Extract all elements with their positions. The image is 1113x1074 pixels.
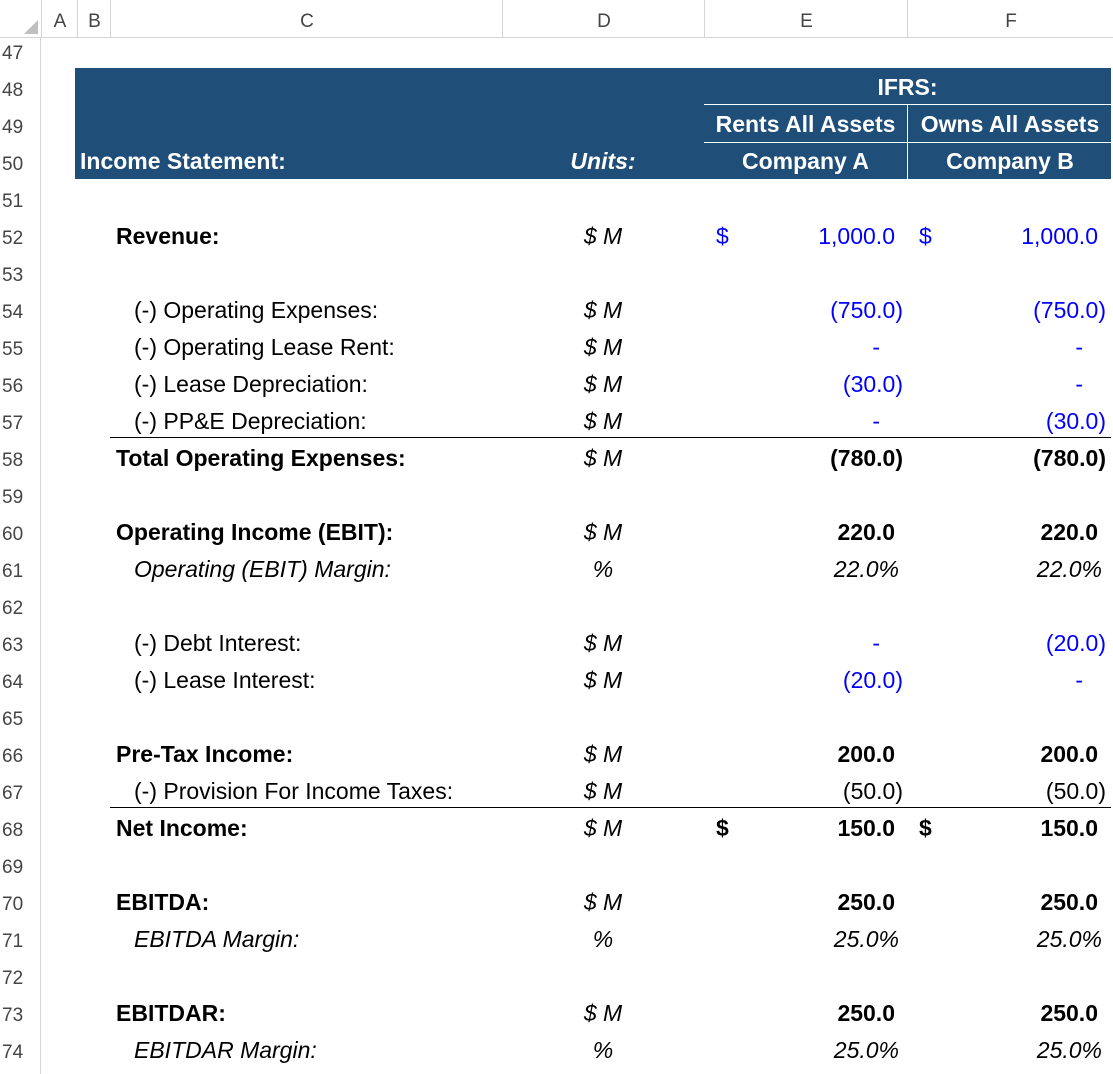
revenue-b-currency: $ xyxy=(919,223,932,249)
ebitda-margin-a-value[interactable]: 25.0% xyxy=(833,926,899,952)
ebitda-a-value[interactable]: 250.0 xyxy=(837,889,895,915)
revenue-b-value[interactable]: 1,000.0 xyxy=(1021,223,1098,249)
row-header[interactable]: 56 xyxy=(2,376,24,397)
row-header[interactable]: 66 xyxy=(2,746,24,767)
ifrs-heading: IFRS: xyxy=(877,74,938,100)
operating-lease-rent-a-value[interactable]: - xyxy=(872,334,880,360)
income-taxes-units: $ M xyxy=(583,778,623,804)
ebitdar-units: $ M xyxy=(583,1000,623,1026)
lease-interest-label: (-) Lease Interest: xyxy=(134,667,316,693)
revenue-a-value[interactable]: 1,000.0 xyxy=(818,223,895,249)
ebit-margin-b-value[interactable]: 22.0% xyxy=(1036,556,1102,582)
column-header-bar xyxy=(0,0,1113,38)
row-header[interactable]: 71 xyxy=(2,931,24,952)
debt-interest-b-value[interactable]: (20.0) xyxy=(1045,630,1106,656)
row-header[interactable]: 70 xyxy=(2,894,24,915)
ebitda-margin-b-value[interactable]: 25.0% xyxy=(1036,926,1102,952)
lease-interest-a-value[interactable]: (20.0) xyxy=(842,667,903,693)
ebitda-label: EBITDA: xyxy=(116,889,210,915)
pre-tax-income-label: Pre-Tax Income: xyxy=(116,741,294,767)
total-operating-expenses-b-value[interactable]: (780.0) xyxy=(1033,445,1106,471)
debt-interest-units: $ M xyxy=(583,630,623,656)
company-a-heading: Company A xyxy=(742,148,869,174)
debt-interest-a-value[interactable]: - xyxy=(872,630,880,656)
ebit-margin-a-value[interactable]: 22.0% xyxy=(833,556,899,582)
net-income-b-value[interactable]: 150.0 xyxy=(1040,815,1098,841)
ebitdar-a-value[interactable]: 250.0 xyxy=(837,1000,895,1026)
row-header[interactable]: 55 xyxy=(2,339,24,360)
income-statement-heading: Income Statement: xyxy=(80,148,286,174)
row-header[interactable]: 50 xyxy=(2,154,24,175)
row-header[interactable]: 72 xyxy=(2,968,24,989)
operating-income-a-value[interactable]: 220.0 xyxy=(837,519,895,545)
row-header[interactable]: 65 xyxy=(2,709,24,730)
lease-depreciation-a-value[interactable]: (30.0) xyxy=(842,371,903,397)
column-header-c[interactable]: C xyxy=(110,0,503,37)
ebitdar-margin-label: EBITDAR Margin: xyxy=(134,1037,317,1063)
operating-lease-rent-b-value[interactable]: - xyxy=(1075,334,1083,360)
ebit-margin-units: % xyxy=(592,556,614,582)
ebitdar-label: EBITDAR: xyxy=(116,1000,226,1026)
total-operating-expenses-a-value[interactable]: (780.0) xyxy=(830,445,903,471)
ebitda-units: $ M xyxy=(583,889,623,915)
lease-depreciation-units: $ M xyxy=(583,371,623,397)
pre-tax-income-b-value[interactable]: 200.0 xyxy=(1040,741,1098,767)
ebitda-b-value[interactable]: 250.0 xyxy=(1040,889,1098,915)
ppe-depreciation-b-value[interactable]: (30.0) xyxy=(1045,408,1106,434)
debt-interest-label: (-) Debt Interest: xyxy=(134,630,302,656)
column-header-d[interactable]: D xyxy=(502,0,705,37)
operating-income-b-value[interactable]: 220.0 xyxy=(1040,519,1098,545)
income-taxes-b-value[interactable]: (50.0) xyxy=(1045,778,1106,804)
pre-tax-income-units: $ M xyxy=(583,741,623,767)
row-header[interactable]: 52 xyxy=(2,228,24,249)
operating-lease-rent-label: (-) Operating Lease Rent: xyxy=(134,334,395,360)
income-taxes-a-value[interactable]: (50.0) xyxy=(842,778,903,804)
ebit-margin-label: Operating (EBIT) Margin: xyxy=(134,556,391,582)
column-header-e[interactable]: E xyxy=(704,0,908,37)
ebitdar-margin-a-value[interactable]: 25.0% xyxy=(833,1037,899,1063)
ebitdar-margin-units: % xyxy=(592,1037,614,1063)
row-header[interactable]: 69 xyxy=(2,857,24,878)
lease-depreciation-b-value[interactable]: - xyxy=(1075,371,1083,397)
subtotal-border xyxy=(110,437,1111,438)
net-income-label: Net Income: xyxy=(116,815,248,841)
net-income-a-value[interactable]: 150.0 xyxy=(837,815,895,841)
ebitda-margin-label: EBITDA Margin: xyxy=(134,926,300,952)
company-b-heading: Company B xyxy=(946,148,1074,174)
ppe-depreciation-units: $ M xyxy=(583,408,623,434)
operating-lease-rent-units: $ M xyxy=(583,334,623,360)
row-header[interactable]: 47 xyxy=(2,43,24,64)
revenue-label: Revenue: xyxy=(116,223,220,249)
net-income-a-currency: $ xyxy=(716,815,729,841)
lease-interest-units: $ M xyxy=(583,667,623,693)
ppe-depreciation-label: (-) PP&E Depreciation: xyxy=(134,408,367,434)
revenue-a-currency: $ xyxy=(716,223,729,249)
pre-tax-income-a-value[interactable]: 200.0 xyxy=(837,741,895,767)
income-taxes-label: (-) Provision For Income Taxes: xyxy=(134,778,454,804)
net-income-border xyxy=(110,807,1111,808)
operating-expenses-units: $ M xyxy=(583,297,623,323)
row-header[interactable]: 58 xyxy=(2,450,24,471)
row-header[interactable]: 54 xyxy=(2,302,24,323)
revenue-units: $ M xyxy=(583,223,623,249)
operating-expenses-a-value[interactable]: (750.0) xyxy=(830,297,903,323)
row-header[interactable]: 59 xyxy=(2,487,24,508)
column-header-f[interactable]: F xyxy=(907,0,1113,37)
row-header[interactable]: 68 xyxy=(2,820,24,841)
row-header[interactable]: 51 xyxy=(2,191,24,212)
row-header[interactable]: 64 xyxy=(2,672,24,693)
select-all-triangle-icon xyxy=(24,20,38,34)
row-header[interactable]: 48 xyxy=(2,80,24,101)
ebitda-margin-units: % xyxy=(592,926,614,952)
ppe-depreciation-a-value[interactable]: - xyxy=(872,408,880,434)
ebitdar-margin-b-value[interactable]: 25.0% xyxy=(1036,1037,1102,1063)
row-header[interactable]: 57 xyxy=(2,413,24,434)
row-header[interactable]: 61 xyxy=(2,561,24,582)
operating-expenses-b-value[interactable]: (750.0) xyxy=(1033,297,1106,323)
select-all-corner[interactable] xyxy=(0,0,42,37)
row-header[interactable]: 49 xyxy=(2,117,24,138)
row-header[interactable]: 67 xyxy=(2,783,24,804)
row-header[interactable]: 53 xyxy=(2,265,24,286)
lease-interest-b-value[interactable]: - xyxy=(1075,667,1083,693)
net-income-b-currency: $ xyxy=(919,815,932,841)
column-header-b[interactable]: B xyxy=(77,0,111,37)
row-header[interactable]: 63 xyxy=(2,635,24,656)
row-header-bar xyxy=(0,37,41,1074)
row-header[interactable]: 62 xyxy=(2,598,24,619)
total-operating-expenses-label: Total Operating Expenses: xyxy=(116,445,406,471)
operating-income-units: $ M xyxy=(583,519,623,545)
column-header-a[interactable]: A xyxy=(41,0,78,37)
row-header[interactable]: 74 xyxy=(2,1042,24,1063)
ebitdar-b-value[interactable]: 250.0 xyxy=(1040,1000,1098,1026)
units-heading: Units: xyxy=(570,148,636,174)
row-header[interactable]: 60 xyxy=(2,524,24,545)
owns-all-assets-heading: Owns All Assets xyxy=(920,111,1100,137)
total-operating-expenses-units: $ M xyxy=(583,445,623,471)
net-income-units: $ M xyxy=(583,815,623,841)
operating-income-label: Operating Income (EBIT): xyxy=(116,519,394,545)
operating-expenses-label: (-) Operating Expenses: xyxy=(134,297,379,323)
rents-all-assets-heading: Rents All Assets xyxy=(715,111,896,137)
lease-depreciation-label: (-) Lease Depreciation: xyxy=(134,371,368,397)
row-header[interactable]: 73 xyxy=(2,1005,24,1026)
